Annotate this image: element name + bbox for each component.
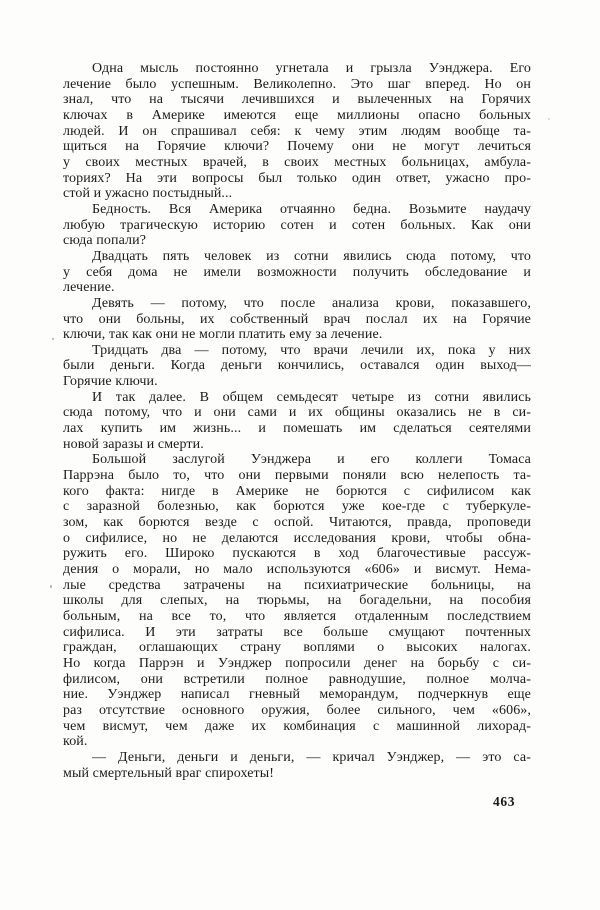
text-line: И так далее. В общем семьдесят четыре из сотни явились [92,389,531,405]
text-line: лечение. [63,280,115,296]
paragraph [63,202,531,249]
paragraph [63,452,531,749]
text-line: лые средства затрачены на психиатрические больницы, на [63,577,531,593]
text-line: людей. И он спрашивал себя: к чему этим людям вообще та- [63,123,531,139]
text-line: щиться на Горячие ключи? Почему они не могут лечиться [63,139,531,155]
text-line: любую трагическую историю сотен и сотен больных. Как они [63,217,531,233]
paragraph [63,390,531,453]
text-line: Одна мысль постоянно угнетала и грызла Уэнджера. Его [92,61,531,76]
page-number: 463 [493,794,516,809]
text-line: Горячие ключи. [63,374,158,390]
text-line: сюда попали? [63,233,147,249]
text-line: сюда потому, что и они сами и их общины оказались не в си- [63,405,531,421]
text-line: были деньги. Когда деньги кончились, оставался один выход— [63,358,531,374]
text-line: что они больны, их собственный врач послал их на Горячие [63,311,531,327]
text-line: дения о морали, но мало используются «606» и висмут. Нема- [63,562,531,577]
text-line: раз отсутствие основного оружия, более сильного, чем «606», [63,702,531,718]
text-line: стой и ужасно постыдный... [63,186,233,202]
text-line: чем висмут, чем даже их комбинация с машинной лихорад- [63,718,531,734]
text-line: знал, что на тысячи лечившихся и вылеченных на Горячих [63,92,531,108]
scan-speck [548,118,550,120]
paragraph [63,296,531,343]
paragraph [63,61,531,202]
text-line: кого факта: нигде в Америке не борются с сифилисом как [63,483,531,499]
text-line: — Деньги, деньги и деньги, — кричал Уэнджер, — это са- [92,749,531,765]
text-line: ние. Уэнджер написал гневный меморандум, подчеркнув еще [63,687,531,703]
paragraph [63,343,531,390]
text-line: лечение было успешным. Великолепно. Это шаг вперед. Но он [63,76,531,92]
text-line: Бедность. Вся Америка отчаянно бедна. Возьмите наудачу [92,201,531,217]
scan-speck [52,338,54,340]
text-line: ружить его. Широко пускаются в ход благочестивые рассуж- [63,546,531,562]
text-line: Большой заслугой Уэнджера и его коллеги Томаса [92,452,531,468]
paragraph [63,249,531,296]
text-line: о сифилисе, но не делаются исследования крови, чтобы обна- [63,530,531,546]
paragraph [63,750,531,781]
text-line: школы для слепых, на тюрьмы, на богадельни, на пособия [63,593,531,609]
text-line: сифилиса. И эти затраты все больше смущают почтенных [63,624,531,640]
text-line: у себя дома не имели возможности получить обследование и [63,264,531,280]
text-line: ториях? На эти вопросы был только один ответ, ужасно про- [63,170,531,186]
text-block [63,61,531,781]
text-line: больным, на все то, что является отдаленным последствием [63,608,531,624]
text-line: граждан, оглашающих страну воплями о высоких налогах. [63,640,531,656]
text-line: Тридцать два — потому, что врачи лечили их, пока у них [92,342,531,358]
text-line: с заразной болезнью, как борются уже кое-где с туберкуле- [63,499,531,515]
text-line: ключах в Америке имеются еще миллионы опасно больных [63,107,531,123]
text-line: филисом, они встретили полное равнодушие, полное молча- [63,671,531,687]
text-line: у своих местных врачей, в своих местных больницах, амбула- [63,154,531,170]
text-line: Но когда Паррэн и Уэнджер попросили денег на борьбу с си- [63,655,531,671]
text-line: новой заразы и смерти. [63,436,204,452]
scan-speck [50,585,52,588]
text-line: зом, как борются везде с оспой. Читаются, правда, проповеди [63,515,531,531]
text-line: Девять — потому, что после анализа крови, показавшего, [92,295,531,311]
text-line: лах купить им жизнь... и помешать им сделаться сеятелями [63,421,531,437]
text-line: Двадцать пять человек из сотни явились сюда потому, что [92,248,531,264]
text-line: ключи, так как они не могли платить ему за лечение. [63,327,383,343]
text-line: мый смертельный враг спирохеты! [63,765,275,781]
text-line: Паррэна было то, что они первыми поняли всю нелепость та- [63,468,531,484]
text-line: кой. [63,734,88,750]
